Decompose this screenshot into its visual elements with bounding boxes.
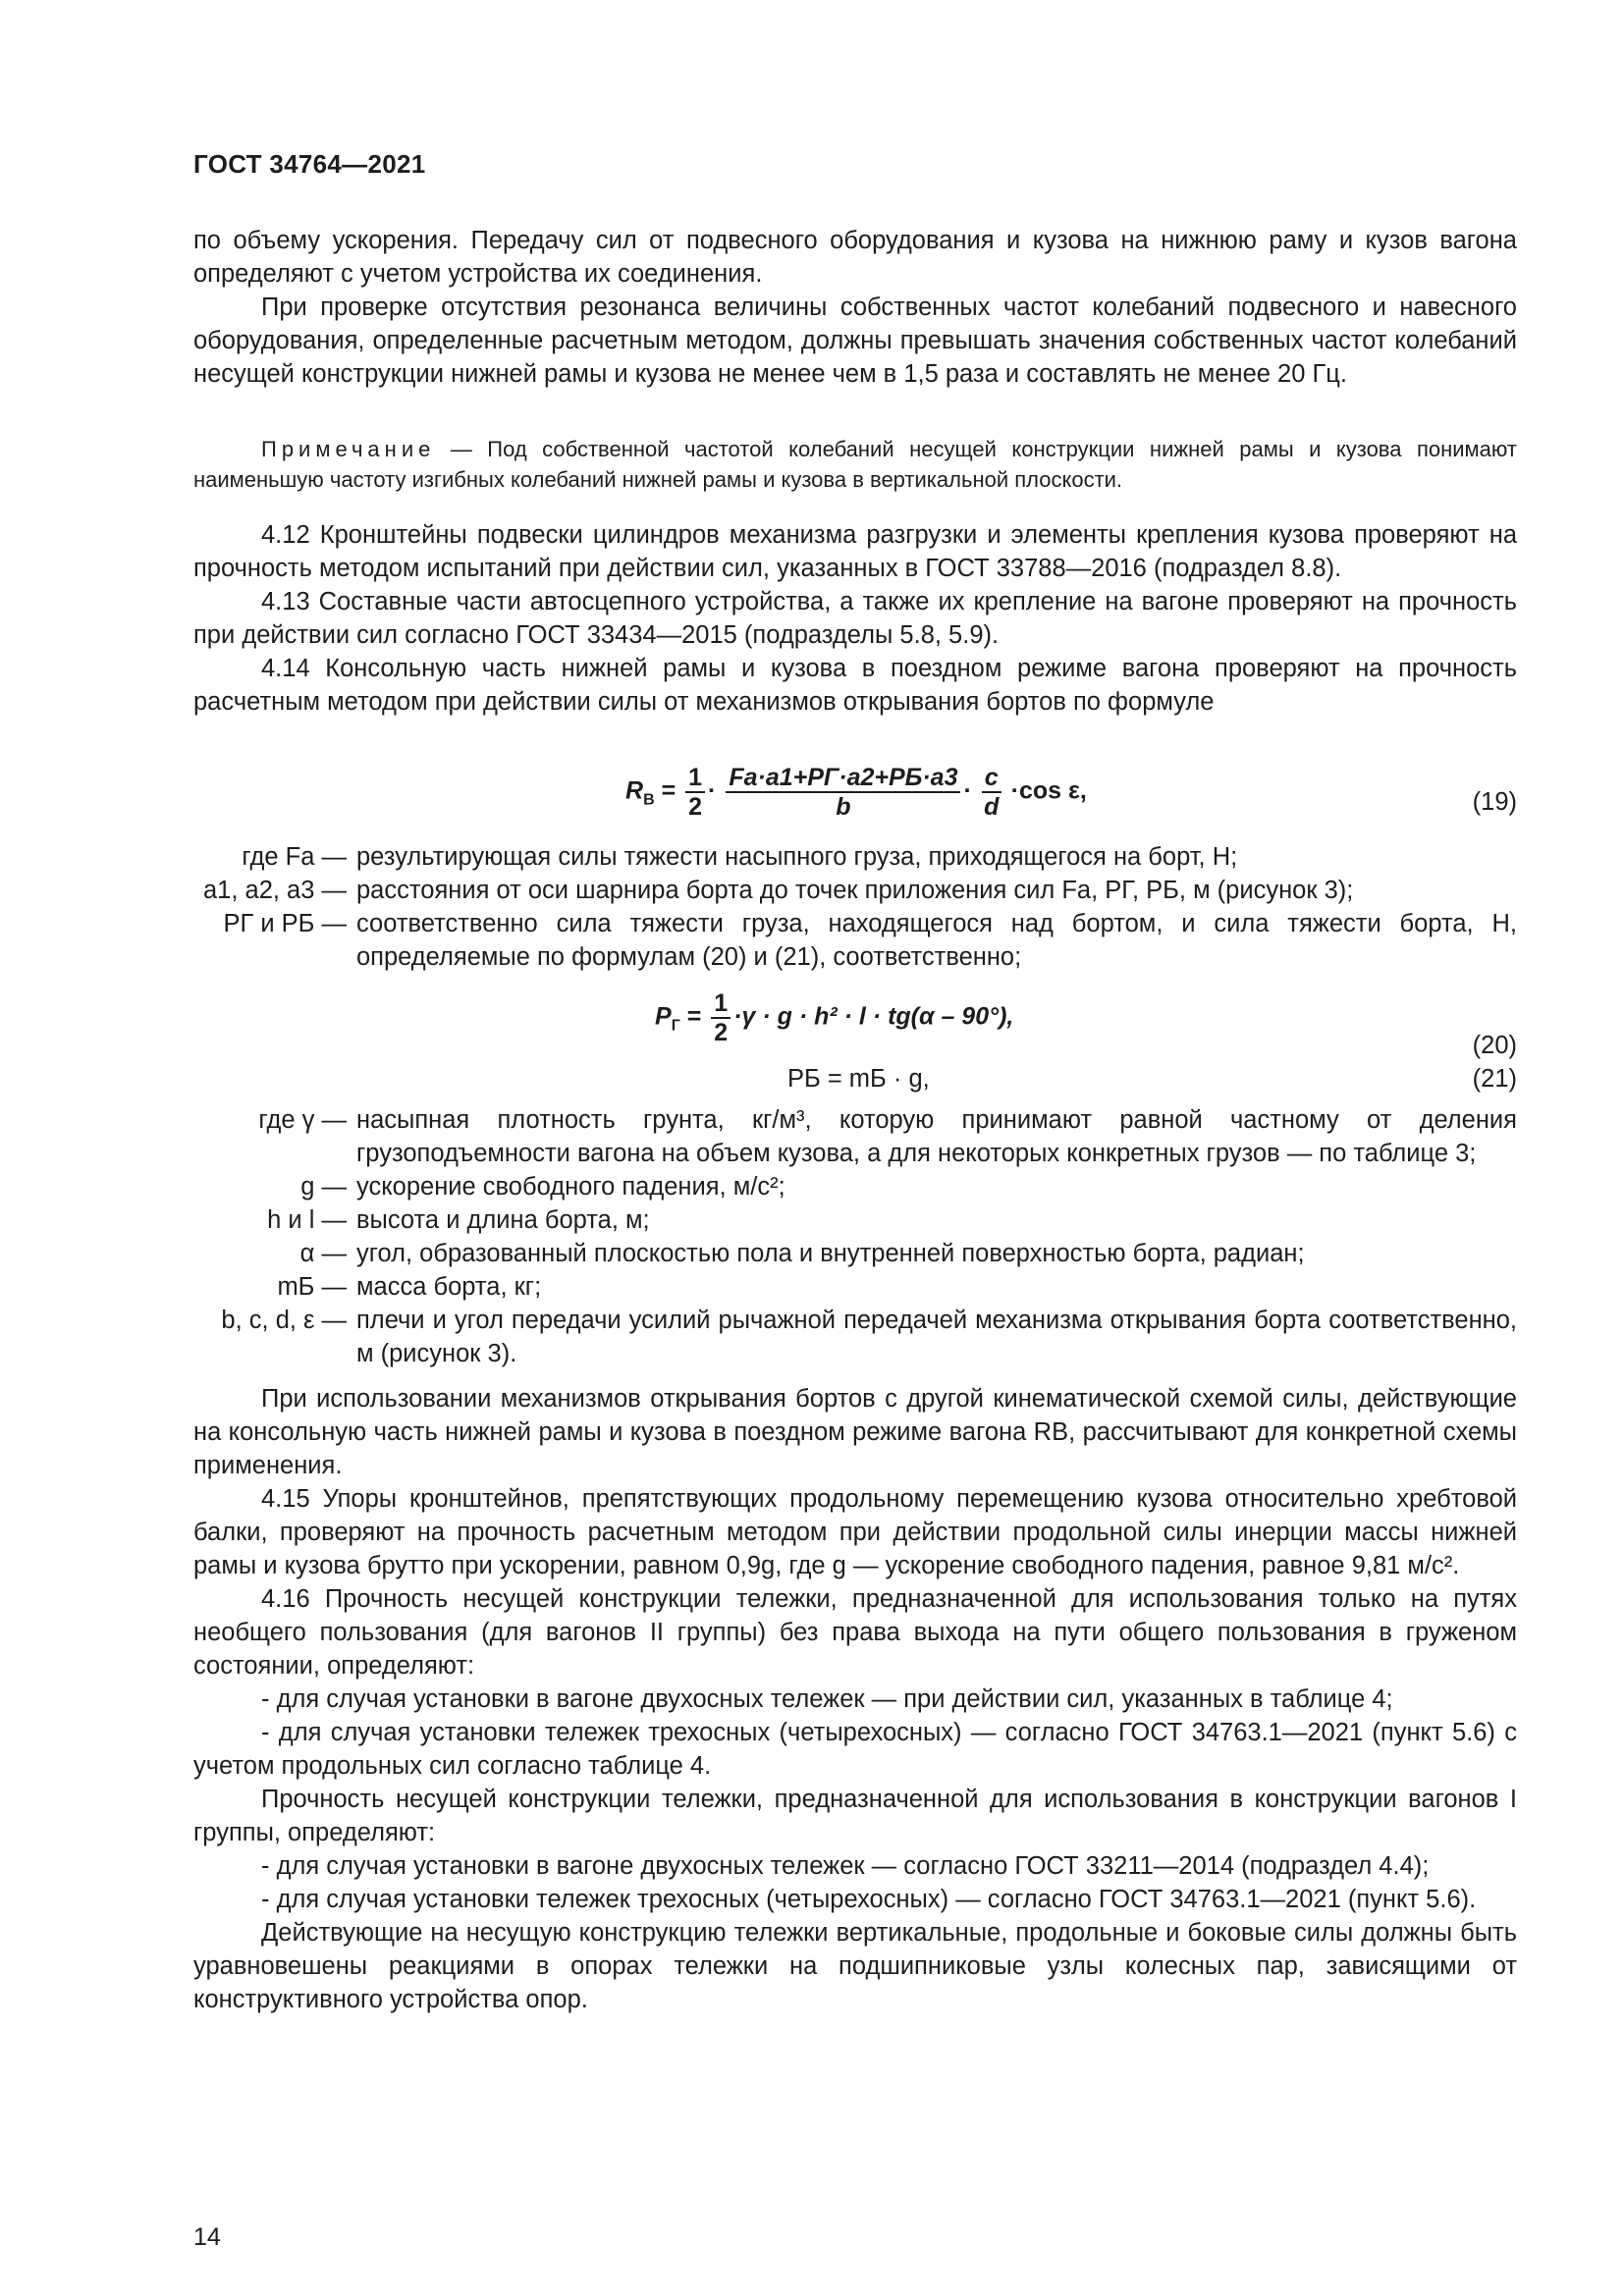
clause-4-15: 4.15 Упоры кронштейнов, препятствующих продольному перемещению кузова относительно хребтовой балки, проверяют на прочность расчетным методом при действии продольной силы инерции массы нижней рамы и кузова брутто при ускорении, равном 0,9g, где g — ускорение свободного падения, равное 9,81 м/с².	[193, 1485, 1517, 1579]
clause-4-12: 4.12 Кронштейны подвески цилиндров механизма разгрузки и элементы крепления кузова проверяют на прочность методом испытаний при действии сил, указанных в ГОСТ 33788—2016 (подраздел 8.8).	[193, 521, 1517, 582]
clause-4-16: 4.16 Прочность несущей конструкции тележки, предназначенной для использования только на путях необщего пользования (для вагонов II группы) без права выхода на пути общего пользования в груженом состоянии, определяют:	[193, 1585, 1517, 1680]
definition-symbol: α —	[299, 1240, 347, 1267]
definition-text: угол, образованный плоскостью пола и внутренней поверхностью борта, радиан;	[356, 1240, 1305, 1267]
eq21-number: (21)	[1472, 1065, 1517, 1093]
definition-symbol: где γ —	[258, 1106, 347, 1134]
definition-symbol: b, c, d, ε —	[221, 1307, 347, 1334]
clause-4-13: 4.13 Составные части автосцепного устройства, а также их крепление на вагоне проверяют на прочность при действии сил согласно ГОСТ 33434—2015 (подразделы 5.8, 5.9).	[193, 588, 1517, 649]
definition-text: результирующая силы тяжести насыпного груза, приходящегося на борт, Н;	[356, 843, 1238, 871]
definition-symbol: a1, a2, a3 —	[202, 877, 347, 904]
equation-21: PБ = mБ · g,	[787, 1065, 930, 1093]
definition-symbol: где Fa —	[242, 843, 347, 871]
clause-4-14: 4.14 Консольную часть нижней рамы и кузова в поездном режиме вагона проверяют на прочность расчетным методом при действии силы от механизмов открывания бортов по формуле	[193, 655, 1517, 716]
paragraph-continuation: по объему ускорения. Передачу сил от подвесного оборудования и кузова на нижнюю раму и кузов вагона определяют с учетом устройства их соединения.	[193, 227, 1517, 288]
paragraph-balance: Действующие на несущую конструкцию тележки вертикальные, продольные и боковые силы должны быть уравновешены реакциями в опорах тележки на подшипниковые узлы колесных пар, зависящими от конструктивного устройства опор.	[193, 1919, 1517, 2013]
definition-text: масса борта, кг;	[356, 1273, 542, 1301]
definition-text: плечи и угол передачи усилий рычажной передачей механизма открывания борта соответственно, м (рисунок 3).	[356, 1307, 1517, 1367]
equation-20: $P_Г$ = $\frac{1}{2}$ ·γ · g · h² · l · tg(α – 90°),	[655, 989, 1014, 1046]
body-clauses	[193, 518, 1517, 719]
definition-symbol: h и l —	[267, 1206, 347, 1234]
equation-20-21	[193, 989, 1517, 1097]
bullet-1: - для случая установки в вагоне двухосных тележек — при действии сил, указанных в таблице 4;	[261, 1685, 1393, 1713]
definition-text: ускорение свободного падения, м/с²;	[356, 1173, 785, 1201]
eq19-number: (19)	[1472, 788, 1517, 816]
definition-symbol: g —	[300, 1173, 347, 1201]
note-block	[193, 434, 1517, 495]
definitions-19	[193, 840, 1517, 974]
bullet-4: - для случая установки тележек трехосных (четырехосных) — согласно ГОСТ 34763.1—2021 (пункт 5.6).	[261, 1886, 1477, 1913]
eq19-numerator: Fa·a1+PГ·a2+PБ·a3	[726, 764, 960, 793]
paragraph-resonance: При проверке отсутствия резонанса величины собственных частот колебаний подвесного и навесного оборудования, определенные расчетным методом, должны превышать значения собственных частот колебаний несущей конструкции нижней рамы и кузова не менее чем в 1,5 раза и составлять не менее 20 Гц.	[193, 294, 1517, 388]
body-top	[193, 224, 1517, 391]
note-label: Примечание	[261, 437, 436, 461]
page-number: 14	[193, 2223, 221, 2251]
definition-text: соответственно сила тяжести груза, находящегося над бортом, и сила тяжести борта, Н, определяемые по формулам (20) и (21), соответственно;	[356, 910, 1517, 971]
definition-text: насыпная плотность грунта, кг/м³, которую принимают равной частному от деления грузоподъемности вагона на объем кузова, а для некоторых конкретных грузов — по таблице 3;	[356, 1106, 1517, 1167]
definition-symbol: PГ и PБ —	[223, 910, 347, 937]
bullet-2: - для случая установки тележек трехосных (четырехосных) — согласно ГОСТ 34763.1—2021 (пункт 5.6) с учетом продольных сил согласно таблице 4.	[193, 1719, 1517, 1780]
eq20-number: (20)	[1472, 1032, 1517, 1059]
body-bottom	[193, 1382, 1517, 2016]
definition-symbol: mБ —	[277, 1273, 347, 1301]
bullet-3: - для случая установки в вагоне двухосных тележек — согласно ГОСТ 33211—2014 (подраздел 4.4);	[261, 1852, 1430, 1880]
paragraph-group-1: Прочность несущей конструкции тележки, предназначенной для использования в конструкции вагонов I группы, определяют:	[193, 1786, 1517, 1846]
document-header: ГОСТ 34764—2021	[193, 149, 426, 179]
eq19-lhs: R	[625, 776, 644, 805]
note-text: — Под собственной частотой колебаний несущей конструкции нижней рамы и кузова понимают наименьшую частоту изгибных колебаний нижней рамы и кузова в вертикальной плоскости.	[193, 437, 1517, 492]
definitions-20	[193, 1103, 1517, 1370]
definition-text: расстояния от оси шарнира борта до точек приложения сил Fa, PГ, PБ, м (рисунок 3);	[356, 877, 1354, 904]
paragraph-mechanisms: При использовании механизмов открывания бортов с другой кинематической схемой силы, действующие на консольную часть нижней рамы и кузова в поездном режиме вагона RВ, рассчитывают для конкретной схемы применения.	[193, 1385, 1517, 1479]
definition-text: высота и длина борта, м;	[356, 1206, 650, 1234]
equation-19: $R_В$ = $\frac{1}{2}$ · $\frac{Fa\cdot a1+PГ\cdot a2+PБ\cdot a3}{b}$ · $\frac{c}{d}$ ·cos ε, (19)	[625, 764, 1517, 821]
